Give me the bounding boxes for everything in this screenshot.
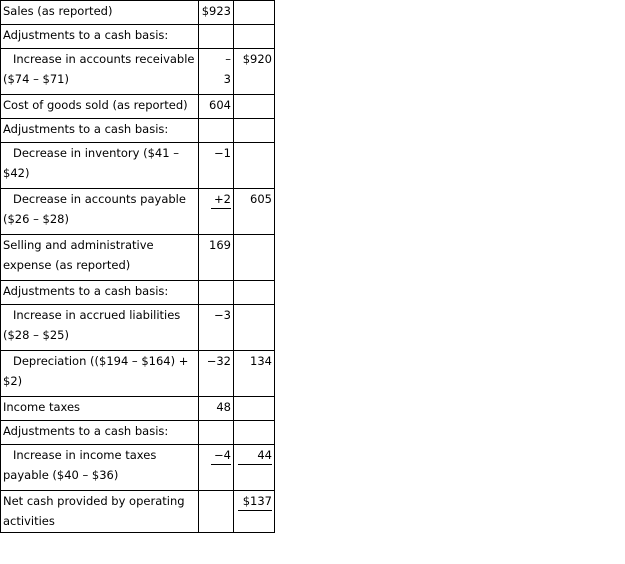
- row-amount: $923: [199, 1, 234, 25]
- row-total: [234, 143, 275, 189]
- row-total: [234, 491, 275, 533]
- table-row: [1, 397, 275, 421]
- row-amount: [199, 25, 234, 49]
- table-row: [1, 119, 275, 143]
- row-label: Income taxes: [1, 397, 199, 421]
- row-amount: [199, 421, 234, 445]
- row-amount: 48: [199, 397, 234, 421]
- row-amount-sign: –: [225, 52, 231, 66]
- row-total: $920: [234, 49, 275, 95]
- row-total: [234, 397, 275, 421]
- table-row: [1, 49, 275, 95]
- row-total: [234, 25, 275, 49]
- row-label: Adjustments to a cash basis:: [1, 25, 199, 49]
- row-total: [234, 445, 275, 491]
- row-amount: −3: [199, 305, 234, 351]
- underlined-total: 44: [238, 447, 272, 465]
- row-label: Decrease in inventory ($41 – $42): [1, 143, 199, 189]
- row-label: Adjustments to a cash basis:: [1, 119, 199, 143]
- table-row: [1, 351, 275, 397]
- table-row: [1, 235, 275, 281]
- table-row: [1, 281, 275, 305]
- underlined-amount: +2: [211, 191, 231, 209]
- row-label: Cost of goods sold (as reported): [1, 95, 199, 119]
- row-amount: −32: [199, 351, 234, 397]
- row-label: Sales (as reported): [1, 1, 199, 25]
- row-total: 605: [234, 189, 275, 235]
- row-label: Increase in accrued liabilities ($28 – $25): [1, 305, 199, 351]
- net-cash-total: $137: [238, 493, 272, 511]
- table-row: [1, 1, 275, 25]
- row-label: Decrease in accounts payable ($26 – $28): [1, 189, 199, 235]
- row-total: [234, 119, 275, 143]
- table-row: [1, 445, 275, 491]
- row-total: [234, 305, 275, 351]
- row-total: [234, 235, 275, 281]
- row-amount: [199, 49, 234, 95]
- table-row: [1, 491, 275, 533]
- row-label: Adjustments to a cash basis:: [1, 281, 199, 305]
- row-label: Selling and administrative expense (as reported): [1, 235, 199, 281]
- row-total: [234, 421, 275, 445]
- row-label: Increase in income taxes payable ($40 – $36): [1, 445, 199, 491]
- row-amount: 604: [199, 95, 234, 119]
- row-amount: 169: [199, 235, 234, 281]
- row-total: [234, 1, 275, 25]
- table-row: [1, 95, 275, 119]
- row-label: Increase in accounts receivable ($74 – $71): [1, 49, 199, 95]
- table-row: [1, 421, 275, 445]
- row-total: [234, 281, 275, 305]
- row-amount: [199, 189, 234, 235]
- row-amount: [199, 445, 234, 491]
- row-amount: [199, 491, 234, 533]
- row-amount-value: 3: [223, 72, 231, 86]
- row-label: Net cash provided by operating activities: [1, 491, 199, 533]
- row-amount: [199, 119, 234, 143]
- cash-flow-table: [0, 0, 275, 533]
- underlined-amount: −4: [211, 447, 231, 465]
- table-row: [1, 305, 275, 351]
- table-row: [1, 143, 275, 189]
- row-label: Depreciation (($194 – $164) + $2): [1, 351, 199, 397]
- table-row: [1, 189, 275, 235]
- row-total: [234, 95, 275, 119]
- row-label: Adjustments to a cash basis:: [1, 421, 199, 445]
- row-amount: −1: [199, 143, 234, 189]
- row-total: 134: [234, 351, 275, 397]
- row-amount: [199, 281, 234, 305]
- table-row: [1, 25, 275, 49]
